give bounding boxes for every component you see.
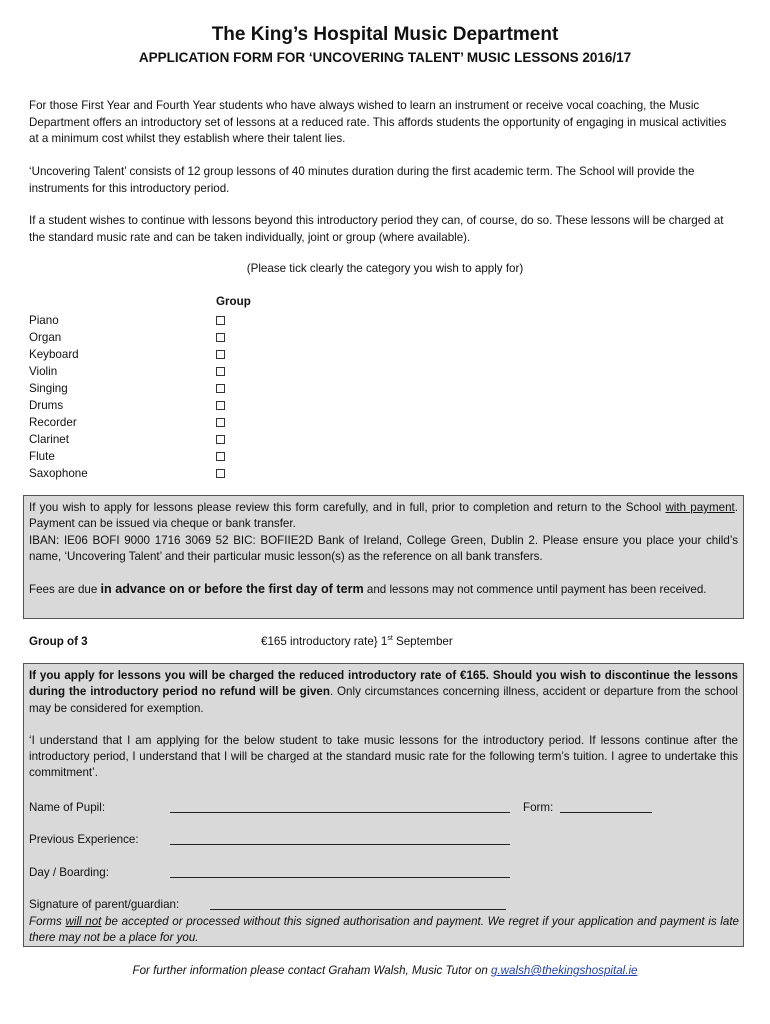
instrument-row-keyboard xyxy=(29,346,269,363)
page-subtitle: APPLICATION FORM FOR ‘UNCOVERING TALENT’ MUSIC LESSONS 2016/17 xyxy=(138,50,632,65)
with-payment-text: with payment xyxy=(665,501,735,514)
warning-will-not: will not xyxy=(65,915,102,928)
return-instructions xyxy=(29,500,738,533)
instrument-row-violin xyxy=(29,363,269,380)
group-checkbox-organ[interactable] xyxy=(216,333,225,342)
instrument-row-recorder xyxy=(29,414,269,431)
form-label: Form: xyxy=(523,801,554,814)
fee-category-label: Group of 3 xyxy=(29,635,88,648)
instrument-row-piano xyxy=(29,312,269,329)
submission-warning xyxy=(29,914,739,947)
fees-due-suffix: and lessons may not commence until payment has been received. xyxy=(363,583,707,597)
declaration-text: ‘I understand that I am applying for the below student to take music lessons for the introductory period. If lessons continue after the introductory period, I understand that I will be charged at the standard music rate for the following term’s tuition. I agree to undertake this commitment’. xyxy=(29,733,738,780)
group-checkbox-piano[interactable] xyxy=(216,316,225,325)
group-checkbox-clarinet[interactable] xyxy=(216,435,225,444)
tick-instruction: (Please tick clearly the category you wish to apply for) xyxy=(246,262,524,275)
group-checkbox-recorder[interactable] xyxy=(216,418,225,427)
refund-policy xyxy=(29,668,738,717)
previous-experience-label: Previous Experience: xyxy=(29,833,139,846)
page-title: The King’s Hospital Music Department xyxy=(211,24,559,45)
signature-label: Signature of parent/guardian: xyxy=(29,898,180,911)
intro-paragraph-2: ‘Uncovering Talent’ consists of 12 group lessons of 40 minutes duration during the first academic term. The School will provide the instruments for this introductory period. xyxy=(29,165,695,195)
instrument-label: Drums xyxy=(29,399,64,412)
intro-paragraph-1: For those First Year and Fourth Year students who have always wished to learn an instrument or receive vocal coaching, the Music Department offers an introductory set of lessons at a reduced rate. This affords students the opportunity of engaging in musical activities at a minimum cost whilst they establish where their talent lies. xyxy=(29,99,727,145)
fees-due-prefix: Fees are due xyxy=(29,583,101,597)
group-checkbox-saxophone[interactable] xyxy=(216,469,225,478)
instrument-label: Organ xyxy=(29,331,62,344)
fee-rate-sup: st xyxy=(387,635,393,643)
group-checkbox-keyboard[interactable] xyxy=(216,350,225,359)
warning-suffix: be accepted or processed without this signed authorisation and payment. We regret if your application and payment is late there may not be a place for you. xyxy=(29,915,739,945)
instrument-row-saxophone xyxy=(29,465,269,482)
fee-rate-text: €165 introductory rate} 1 xyxy=(261,635,388,648)
instrument-row-drums xyxy=(29,397,269,414)
fee-rate-date: September xyxy=(392,635,453,648)
fees-due-text xyxy=(29,581,738,598)
pupil-name-field[interactable] xyxy=(170,812,510,813)
instrument-label: Piano xyxy=(29,314,59,327)
commitment-box xyxy=(23,663,744,947)
instrument-label: Violin xyxy=(29,365,58,378)
intro-paragraph-3: If a student wishes to continue with lessons beyond this introductory period they can, of course, do so. These lessons will be charged at the standard music rate and can be taken individually, joint or group (where available). xyxy=(29,214,724,244)
instrument-row-organ xyxy=(29,329,269,346)
group-checkbox-violin[interactable] xyxy=(216,367,225,376)
day-boarding-label: Day / Boarding: xyxy=(29,866,109,879)
form-field[interactable] xyxy=(560,812,652,813)
instrument-label: Flute xyxy=(29,450,55,463)
signature-field[interactable] xyxy=(210,909,506,910)
pupil-name-label: Name of Pupil: xyxy=(29,801,106,814)
previous-experience-field[interactable] xyxy=(170,844,510,845)
fee-rate xyxy=(261,635,453,648)
instrument-label: Singing xyxy=(29,382,68,395)
contact-text: For further information please contact Graham Walsh, Music Tutor on xyxy=(132,964,491,977)
signature-row xyxy=(29,897,729,914)
day-boarding-field[interactable] xyxy=(170,877,510,878)
instrument-label: Saxophone xyxy=(29,467,88,480)
instrument-label: Recorder xyxy=(29,416,77,429)
payment-methods-text: . Payment can be issued via cheque or bank transfer. xyxy=(29,501,738,531)
bank-details: IBAN: IE06 BOFI 9000 1716 3069 52 BIC: BOFIIE2D Bank of Ireland, College Green, Dublin 2. Please ensure you place your child’s name, ‘Uncovering Talent’ and their particular music lesson(s) as the reference on all bank transfers. xyxy=(29,533,738,563)
refund-policy-exemptions: . Only circumstances concerning illness, accident or departure from the school may be considered for exemption. xyxy=(29,685,738,715)
fees-due-bold: in advance on or before the first day of term xyxy=(100,582,364,597)
group-checkbox-singing[interactable] xyxy=(216,384,225,393)
pupil-name-row xyxy=(29,800,729,817)
contact-footer xyxy=(0,964,770,977)
instrument-row-clarinet xyxy=(29,431,269,448)
return-text: If you wish to apply for lessons please review this form carefully, and in full, prior to completion and return to the School xyxy=(29,501,666,514)
contact-email-link[interactable]: g.walsh@thekingshospital.ie xyxy=(491,964,638,977)
day-boarding-row xyxy=(29,865,729,882)
warning-prefix: Forms xyxy=(29,915,66,928)
previous-experience-row xyxy=(29,832,729,849)
instrument-list xyxy=(29,312,269,482)
instrument-label: Keyboard xyxy=(29,348,79,361)
group-column-header: Group xyxy=(216,295,251,308)
group-checkbox-drums[interactable] xyxy=(216,401,225,410)
payment-info-box xyxy=(23,495,744,619)
group-checkbox-flute[interactable] xyxy=(216,452,225,461)
instrument-label: Clarinet xyxy=(29,433,69,446)
refund-policy-bold: If you apply for lessons you will be charged the reduced introductory rate of €165. Should you wish to discontinue the lessons during the introductory period no refund will be given xyxy=(29,669,738,699)
instrument-row-flute xyxy=(29,448,269,465)
instrument-row-singing xyxy=(29,380,269,397)
